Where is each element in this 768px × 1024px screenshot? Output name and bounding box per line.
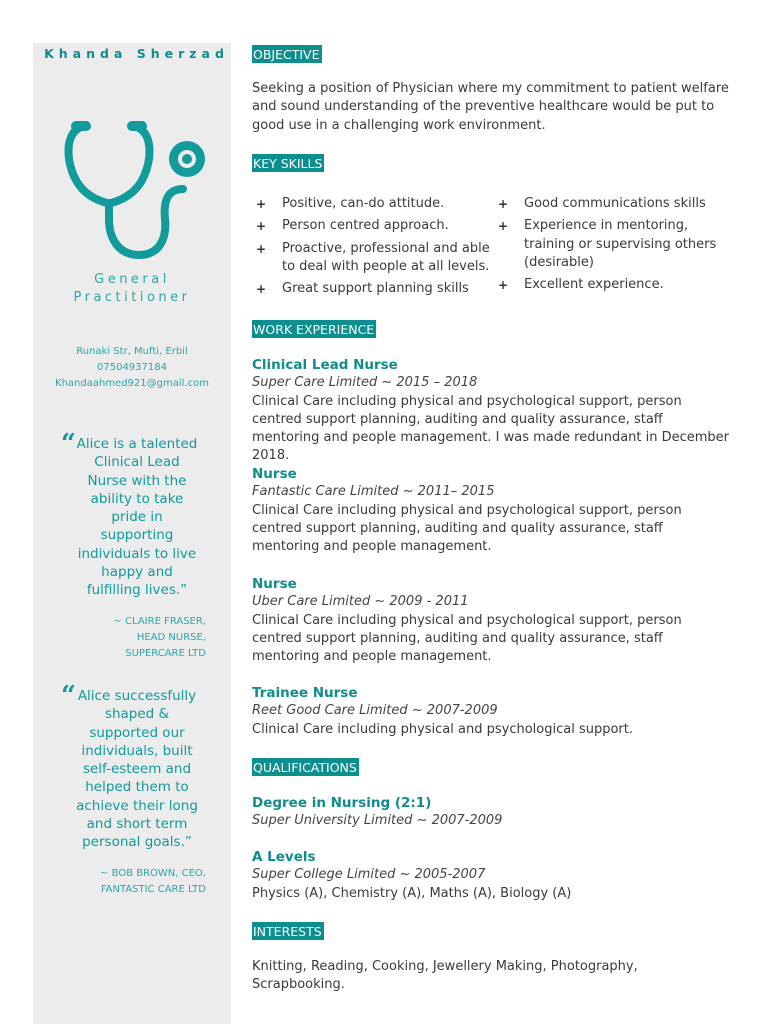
sidebar bbox=[33, 43, 231, 1024]
list-item: + Person centred approach. bbox=[252, 217, 492, 235]
testimonial-attribution: ~ BOB BROWN, CEO, FANTASTIC CARE LTD bbox=[100, 867, 206, 895]
objective-heading: OBJECTIVE bbox=[253, 47, 320, 62]
qualifications-heading: QUALIFICATIONS bbox=[253, 760, 357, 775]
candidate-name: Khanda Sherzad bbox=[44, 46, 229, 61]
testimonial bbox=[33, 681, 231, 898]
plus-bullet-icon: + bbox=[256, 197, 267, 211]
plus-bullet-icon: + bbox=[256, 219, 267, 234]
address: Runaki Str, Mufti, Erbil bbox=[76, 346, 188, 357]
stethoscope-icon bbox=[59, 79, 209, 259]
testimonial-attribution: ~ CLAIRE FRASER, HEAD NURSE, SUPERCARE LTD bbox=[113, 615, 206, 659]
interests-heading: INTERESTS bbox=[253, 924, 322, 939]
quote-mark-icon: “ bbox=[61, 429, 76, 459]
job-entry: Nurse Fantastic Care Limited ~ 2011– 2015 Clinical Care including physical and psychological support, person centred support planning, auditing and quality assurance, staff mentoring and people management. bbox=[252, 466, 682, 555]
list-item: + Good communications skills bbox=[494, 195, 734, 213]
testimonial-text: Alice successfully shaped & supported our individuals, built self-esteem and helped them to achieve their long and short term personal goals.” bbox=[76, 688, 198, 851]
job-entry: Trainee Nurse Reet Good Care Limited ~ 2007-2009 Clinical Care including physical and psychological support. bbox=[252, 685, 633, 737]
qualification-entry: Degree in Nursing (2:1) Super University Limited ~ 2007-2009 bbox=[252, 795, 503, 829]
interests-text: Knitting, Reading, Cooking, Jewellery Making, Photography, Scrapbooking. bbox=[252, 959, 638, 993]
plus-bullet-icon: + bbox=[256, 241, 267, 256]
skills-heading: KEY SKILLS bbox=[253, 156, 323, 171]
list-item: + Experience in mentoring, training or supervising others (desirable) bbox=[498, 218, 717, 270]
phone: 07504937184 bbox=[97, 362, 167, 373]
objective-text: Seeking a position of Physician where my commitment to patient welfare and sound understanding of the preventive healthcare would be put to good use in a challenging work environment. bbox=[252, 81, 729, 133]
job-role: General Practitioner bbox=[73, 272, 191, 305]
job-entry: Nurse Uber Care Limited ~ 2009 - 2011 Clinical Care including physical and psychological support, person centred support planning, auditing and quality assurance, staff mentoring and people management. bbox=[252, 576, 682, 665]
quote-mark-icon: “ bbox=[61, 681, 76, 711]
email[interactable]: Khandaahmed921@gmail.com bbox=[55, 378, 209, 389]
list-item: + Excellent experience. bbox=[494, 276, 734, 294]
list-item: + Proactive, professional and able to deal with people at all levels. bbox=[256, 240, 490, 274]
list-item: + Positive, can-do attitude. bbox=[252, 195, 492, 213]
contact-info bbox=[33, 344, 231, 392]
job-entry: Clinical Lead Nurse Super Care Limited ~ 2015 – 2018 Clinical Care including physical and psychological support, person centred support planning, auditing and quality assurance, staff mentoring and people management. I was made redundant in December 2018. bbox=[252, 357, 730, 464]
plus-bullet-icon: + bbox=[256, 282, 267, 297]
testimonial bbox=[33, 429, 231, 662]
qualification-entry: A Levels Super College Limited ~ 2005-2007 Physics (A), Chemistry (A), Maths (A), Biology (A) bbox=[252, 849, 572, 901]
list-item: + Great support planning skills bbox=[252, 280, 492, 298]
plus-bullet-icon: + bbox=[498, 278, 509, 293]
plus-bullet-icon: + bbox=[498, 219, 509, 234]
experience-heading: WORK EXPERIENCE bbox=[253, 322, 375, 337]
testimonial-text: Alice is a talented Clinical Lead Nurse with the ability to take pride in supporting individuals to live happy and fulfilling lives.” bbox=[76, 436, 198, 599]
plus-bullet-icon: + bbox=[498, 197, 509, 211]
